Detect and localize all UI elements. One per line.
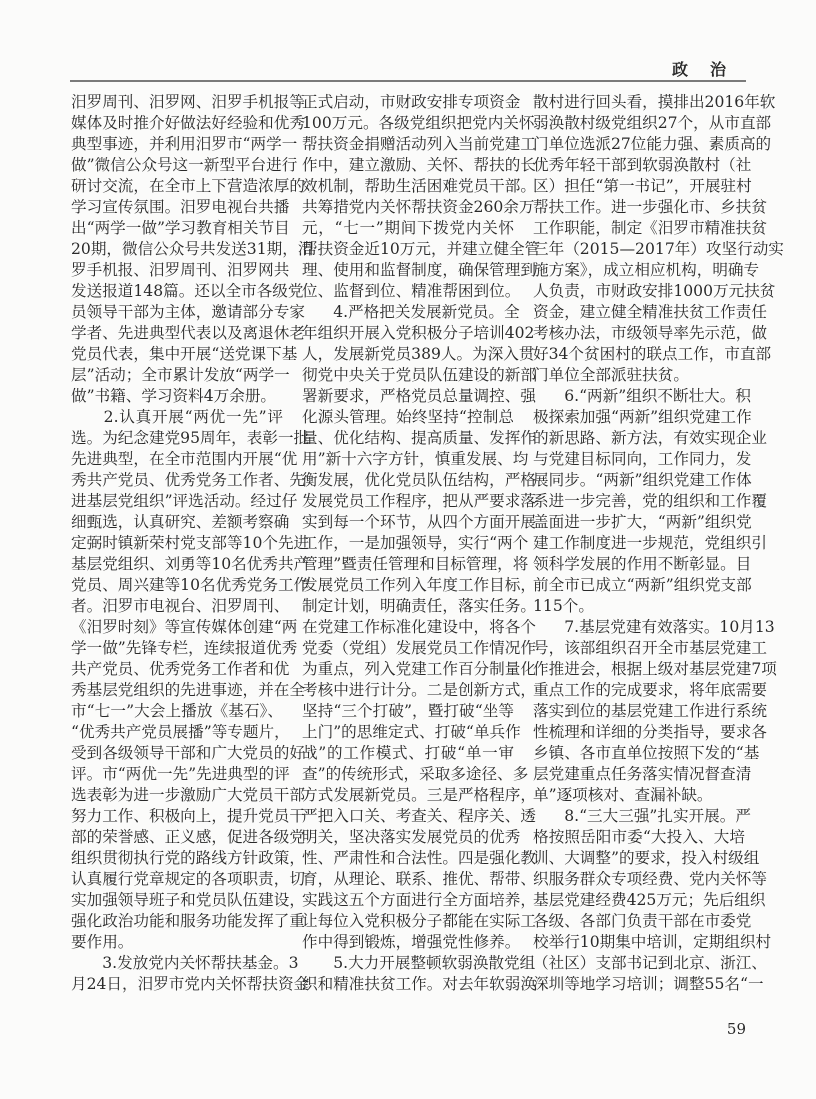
text-line: 性、严肃性和合法性。四是强化教 (302, 849, 536, 867)
text-line: 校举行10期集中培训，定期组织村 (533, 933, 772, 951)
text-line: 党委（党组）发展党员工作情况作 (302, 639, 536, 657)
text-line: 作推进会，根据上级对基层党建7项 (533, 660, 777, 678)
text-line: 的新思路、新方法，有效实现企业 (533, 429, 767, 447)
text-line: 性梳理和详细的分类指导，要求各 (533, 723, 767, 741)
text-line: 作中得到锻炼，增强党性修养。 (302, 933, 521, 951)
text-line: 帮扶资金近10万元，并建立健全管 (302, 240, 541, 258)
text-line: 基层党组织、刘勇等10名优秀共产 (71, 555, 310, 573)
text-line: 方式发展新党员。三是严格程序， (302, 786, 536, 804)
text-line: 月24日，汨罗市党内关怀帮扶资金 (71, 975, 310, 993)
text-line: 受到各级领导干部和广大党员的好 (71, 744, 305, 762)
text-line: 落实到位的基层党建工作进行系统 (533, 702, 767, 720)
text-line: 努力工作、积极向上，提升党员干 (71, 807, 305, 825)
text-line: 典型事迹，并利用汨罗市“两学一 (71, 135, 298, 153)
text-line: 进基层党组织”评选活动。经过仔 (71, 492, 298, 510)
text-line: 3.发放党内关怀帮扶基金。3 (71, 954, 299, 972)
text-line: 4.严格把关发展新党员。全 (302, 303, 520, 321)
text-line: 基层党建经费425万元；先后组织 (533, 891, 766, 909)
text-line: 党员、周兴建等10名优秀党务工作 (71, 576, 310, 594)
text-line: 单”逐项核对、查漏补缺。 (533, 786, 713, 804)
text-line: 格按照岳阳市委“大投入、大培 (533, 828, 745, 846)
text-line: 帮扶资金捐赠活动列入当前党建工 (302, 135, 536, 153)
text-line: 考核办法，市级领导率先示范，做 (533, 324, 767, 342)
text-line: 严把入口关、考查关、程序关、透 (302, 807, 536, 825)
text-line: 实践这五个方面进行全方面培养， (302, 891, 536, 909)
text-line: 与党建目标同向，工作同力，发 (533, 450, 752, 468)
text-line: 位、监督到位、精准帮困到位。 (302, 282, 521, 300)
text-line: 实加强领导班子和党员队伍建设， (71, 891, 305, 909)
text-line: 部的荣誉感、正义感，促进各级党 (71, 828, 305, 846)
text-line: 媒体及时推介好做法好经验和优秀 (71, 114, 305, 132)
text-line: 做”微信公众号这一新型平台进行 (71, 156, 298, 174)
text-line: 乡镇、各市直单位按照下发的“基 (533, 744, 760, 762)
text-line: 工作，一是加强领导，实行“两个 (302, 534, 529, 552)
text-line: 化源头管理。始终坚持“控制总 (302, 408, 514, 426)
text-line: 细甄选，认真研究、差额考察确 (71, 513, 290, 531)
text-line: 选表彰为进一步激励广大党员干部 (71, 786, 305, 804)
text-line: 领科学发展的作用不断彰显。目 (533, 555, 752, 573)
text-line: 帮扶工作。进一步强化市、乡扶贫 (533, 198, 767, 216)
text-line: 深圳等地学习培训；调整55名“一 (533, 975, 764, 993)
text-line: 训、大调整”的要求，投入村级组 (533, 849, 760, 867)
text-line: 重点工作的完成要求，将年底需要 (533, 681, 767, 699)
text-line: 市“七一”大会上播放《基石》、 (71, 702, 283, 720)
text-line: 要作用。 (71, 933, 134, 951)
text-line: 员领导干部为主体，邀请部分专家 (71, 303, 305, 321)
text-line: 认真履行党章规定的各项职责，切 (71, 870, 305, 888)
text-line: 《汨罗时刻》等宣传媒体创建“两 (71, 618, 298, 636)
text-line: 弱涣散村级党组织27个，从市直部 (533, 114, 772, 132)
text-column-3 (533, 92, 784, 995)
text-line: 盖面进一步扩大，“两新”组织党 (533, 513, 752, 531)
text-line: 评。市“两优一先”先进典型的评 (71, 765, 290, 783)
text-line: 115个。 (533, 597, 594, 615)
text-line: 6.“两新”组织不断壮大。积 (533, 387, 751, 405)
text-line: 育，从理论、联系、推优、帮带、 (302, 870, 536, 888)
text-line: 层党建重点任务落实情况督查清 (533, 765, 752, 783)
text-line: 理、使用和监督制度，确保管理到 (302, 261, 536, 279)
text-line: 研讨交流，在全市上下营造浓厚的 (71, 177, 305, 195)
text-line: 层”活动；全市累计发放“两学一 (71, 366, 290, 384)
text-line: 发展党员工作程序，把从严要求落 (302, 492, 536, 510)
text-line: 5.大力开展整顿软弱涣散党组 (302, 954, 536, 972)
text-line: 施方案》，成立相应机构，明确专 (533, 261, 760, 279)
text-line: 署新要求，严格党员总量调控、强 (302, 387, 536, 405)
text-line: 为重点，列入党建工作百分制量化 (302, 660, 536, 678)
text-line: 20期，微信公众号共发送31期，汨 (71, 240, 314, 258)
text-line: 各级、各部门负责干部在市委党 (533, 912, 752, 930)
text-line: 展同步。“两新”组织党建工作体 (533, 471, 752, 489)
text-column-1 (71, 92, 314, 995)
text-line: 罗手机报、汨罗周刊、汨罗网共 (71, 261, 290, 279)
text-line: 资金，建立健全精准扶贫工作责任 (533, 303, 767, 321)
text-line: 效机制，帮助生活困难党员干部。 (302, 177, 536, 195)
text-line: 量、优化结构、提高质量、发挥作 (302, 429, 536, 447)
text-line: 发送报道148篇。还以全市各级党 (71, 282, 304, 300)
text-line: 门单位全部派驻扶贫。 (533, 366, 689, 384)
text-line: 做”书籍、学习资料4万余册。 (71, 387, 277, 405)
page-number: 59 (726, 1020, 746, 1038)
text-line: 发展党员工作列入年度工作目标， (302, 576, 536, 594)
text-line: 号，该部组织召开全市基层党建工 (533, 639, 767, 657)
text-line: 散村进行回头看，摸排出2016年软 (533, 93, 776, 111)
text-line: 学一做”先锋专栏，连续报道优秀 (71, 639, 298, 657)
text-line: 选。为纪念建党95周年，表彰一批 (71, 429, 310, 447)
header-divider (70, 80, 746, 82)
text-line: 前全市已成立“两新”组织党支部 (533, 576, 752, 594)
text-line: 坚持“三个打破”，暨打破“坐等 (302, 702, 514, 720)
text-line: 学习宣传氛围。汨罗电视台共播 (71, 198, 290, 216)
text-line: 区）担任“第一书记”，开展驻村 (533, 177, 752, 195)
text-line: 在党建工作标准化建设中，将各个 (302, 618, 536, 636)
text-line: 人负责，市财政安排1000万元扶贫 (533, 282, 776, 300)
text-line: 建工作制度进一步规范，党组织引 (533, 534, 767, 552)
text-line: 明关，坚决落实发展党员的优秀 (302, 828, 521, 846)
text-line: 2.认真开展“两优一先”评 (71, 408, 283, 426)
text-line: 正式启动，市财政安排专项资金 (302, 93, 521, 111)
text-line: （社区）支部书记到北京、浙江、 (533, 954, 767, 972)
text-line: 年组织开展入党积极分子培训402 (302, 324, 535, 342)
text-line: 制定计划，明确责任，落实任务。 (302, 597, 536, 615)
text-line: 优秀年轻干部到软弱涣散村（社 (533, 156, 752, 174)
text-line: 织和精准扶贫工作。对去年软弱涣 (302, 975, 536, 993)
text-line: 汨罗周刊、汨罗网、汨罗手机报等 (71, 93, 305, 111)
text-line: 衡发展，优化党员队伍结构，严格 (302, 471, 536, 489)
text-line: 秀共产党员、优秀党务工作者、先 (71, 471, 305, 489)
text-line: 先进典型，在全市范围内开展“优 (71, 450, 298, 468)
text-line: 人，发展新党员389人。为深入贯 (302, 345, 535, 363)
text-line: 用”新十六字方针，慎重发展、均 (302, 450, 529, 468)
text-line: 组织贯彻执行党的路线方针政策， (71, 849, 305, 867)
section-title: 政治 (671, 60, 748, 79)
text-line: 定弼时镇新荣村党支部等10个先进 (71, 534, 310, 552)
text-line: 彻党中央关于党员队伍建设的新部 (302, 366, 536, 384)
text-line: 8.“三大三强”扎实开展。严 (533, 807, 751, 825)
text-column-2 (302, 92, 541, 995)
text-line: 让每位入党积极分子都能在实际工 (302, 912, 536, 930)
text-line: 系进一步完善，党的组织和工作覆 (533, 492, 767, 510)
text-line: 实到每一个环节，从四个方面开展 (302, 513, 536, 531)
text-line: 战”的工作模式、打破“单一审 (302, 744, 514, 762)
text-line: 共产党员、优秀党务工作者和优 (71, 660, 290, 678)
text-line: 极探索加强“两新”组织党建工作 (533, 408, 752, 426)
text-line: 秀基层党组织的先进事迹，并在全 (71, 681, 305, 699)
text-line: 管理”暨责任管理和目标管理，将 (302, 555, 529, 573)
text-line: 100万元。各级党组织把党内关怀 (302, 114, 535, 132)
text-line: 工作职能，制定《汨罗市精准扶贫 (533, 219, 767, 237)
text-line: 三年（2015—2017年）攻坚行动实 (533, 240, 784, 258)
text-line: 强化政治功能和服务功能发挥了重 (71, 912, 305, 930)
text-line: 门单位选派27位能力强、素质高的 (533, 135, 772, 153)
text-line: 共筹措党内关怀帮扶资金260余万 (302, 198, 535, 216)
text-line: 元，“七一”期间下拨党内关怀 (302, 219, 514, 237)
text-line: “优秀共产党员展播”等专题片， (71, 723, 290, 741)
text-line: 查”的传统形式，采取多途径、多 (302, 765, 529, 783)
text-line: 7.基层党建有效落实。10月13 (533, 618, 775, 636)
text-line: 作中，建立激励、关怀、帮扶的长 (302, 156, 536, 174)
text-line: 党员代表，集中开展“送党课下基 (71, 345, 298, 363)
text-line: 好34个贫困村的联点工作，市直部 (533, 345, 772, 363)
text-line: 学者、先进典型代表以及离退休老 (71, 324, 305, 342)
text-line: 者。汨罗市电视台、汨罗周刊、 (71, 597, 290, 615)
text-line: 出“两学一做”学习教育相关节目 (71, 219, 290, 237)
text-line: 织服务群众专项经费、党内关怀等 (533, 870, 767, 888)
text-line: 上门”的思维定式、打破“单兵作 (302, 723, 521, 741)
text-line: 考核中进行计分。二是创新方式， (302, 681, 536, 699)
